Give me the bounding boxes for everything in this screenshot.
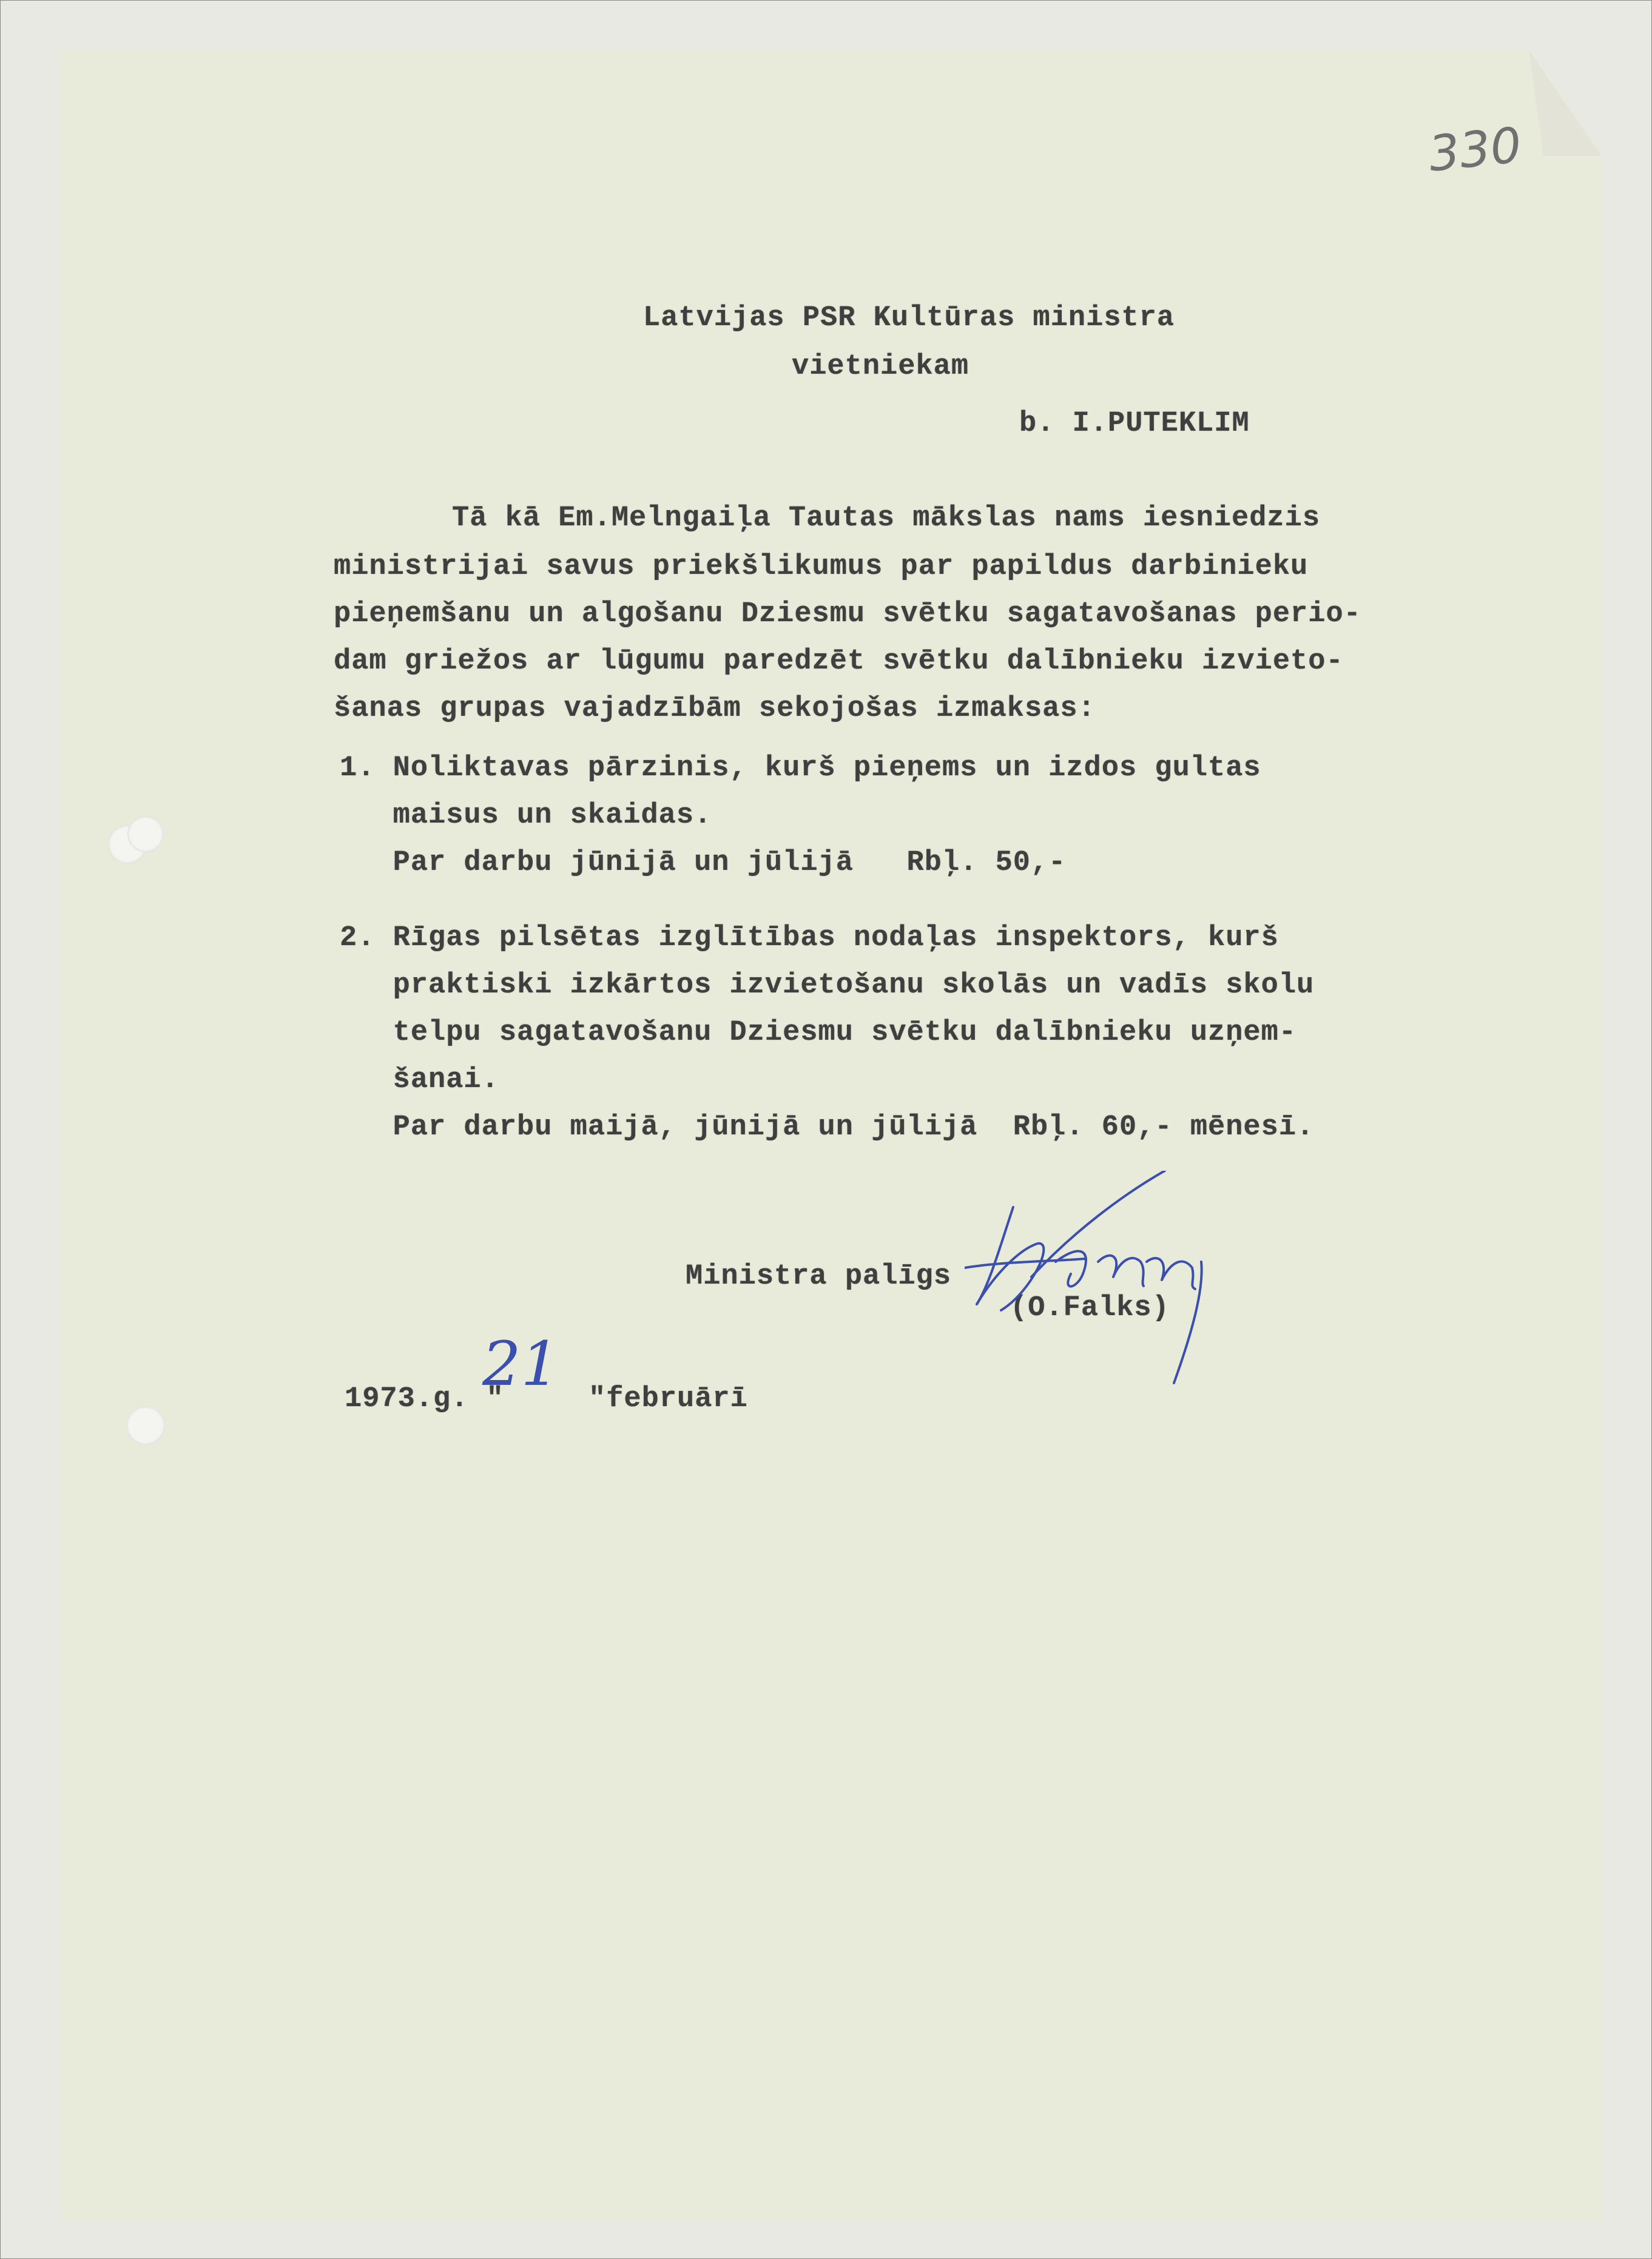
list-item-1-line: maisus un skaidas. — [340, 800, 712, 832]
date-year: 1973.g. " — [345, 1383, 504, 1415]
list-item-1-line: 1. Noliktavas pārzinis, kurš pieņems un izdos gultas — [340, 752, 1261, 784]
intro-line: ministrijai savus priekšlikumus par papildus darbinieku — [334, 551, 1309, 583]
punch-hole-bottom — [126, 1406, 165, 1445]
intro-line: dam griežos ar lūgumu paredzēt svētku dalībnieku izvieto- — [334, 645, 1344, 678]
list-item-2-line: praktiski izkārtos izvietošanu skolās un vadīs skolu — [340, 969, 1315, 1002]
intro-line: Tā kā Em.Melngaiļa Tautas mākslas nams iesniedzis — [452, 502, 1321, 534]
header-title: Latvijas PSR Kultūras ministra — [643, 302, 1175, 334]
addressee: b. I.PUTEKLIM — [1019, 408, 1250, 440]
intro-line: pieņemšanu un algošanu Dziesmu svētku sagatavošanas perio- — [334, 598, 1361, 630]
handwritten-signature — [965, 1171, 1238, 1401]
punch-hole-top-secondary — [127, 816, 164, 852]
signatory-name: (O.Falks) — [1010, 1292, 1170, 1324]
list-item-2-line: šanai. — [340, 1064, 499, 1096]
list-item-2-line: telpu sagatavošanu Dziesmu svētku dalībnieku uzņem- — [340, 1017, 1297, 1049]
header-subtitle: vietniekam — [792, 351, 969, 383]
date-day-handwritten: 21 — [482, 1328, 560, 1399]
list-item-1-amount: Par darbu jūnijā un jūlijā Rbļ. 50,- — [340, 847, 1067, 879]
intro-line: šanas grupas vajadzībām sekojošas izmaksas: — [334, 693, 1096, 725]
list-item-2-line: 2. Rīgas pilsētas izglītības nodaļas inspektors, kurš — [340, 922, 1279, 954]
signatory-title: Ministra palīgs — [686, 1261, 952, 1293]
date-month: "februārī — [588, 1383, 748, 1415]
list-item-2-amount: Par darbu maijā, jūnijā un jūlijā Rbļ. 60,- mēnesī. — [340, 1111, 1315, 1143]
archive-page-number: 330 — [1426, 116, 1525, 183]
